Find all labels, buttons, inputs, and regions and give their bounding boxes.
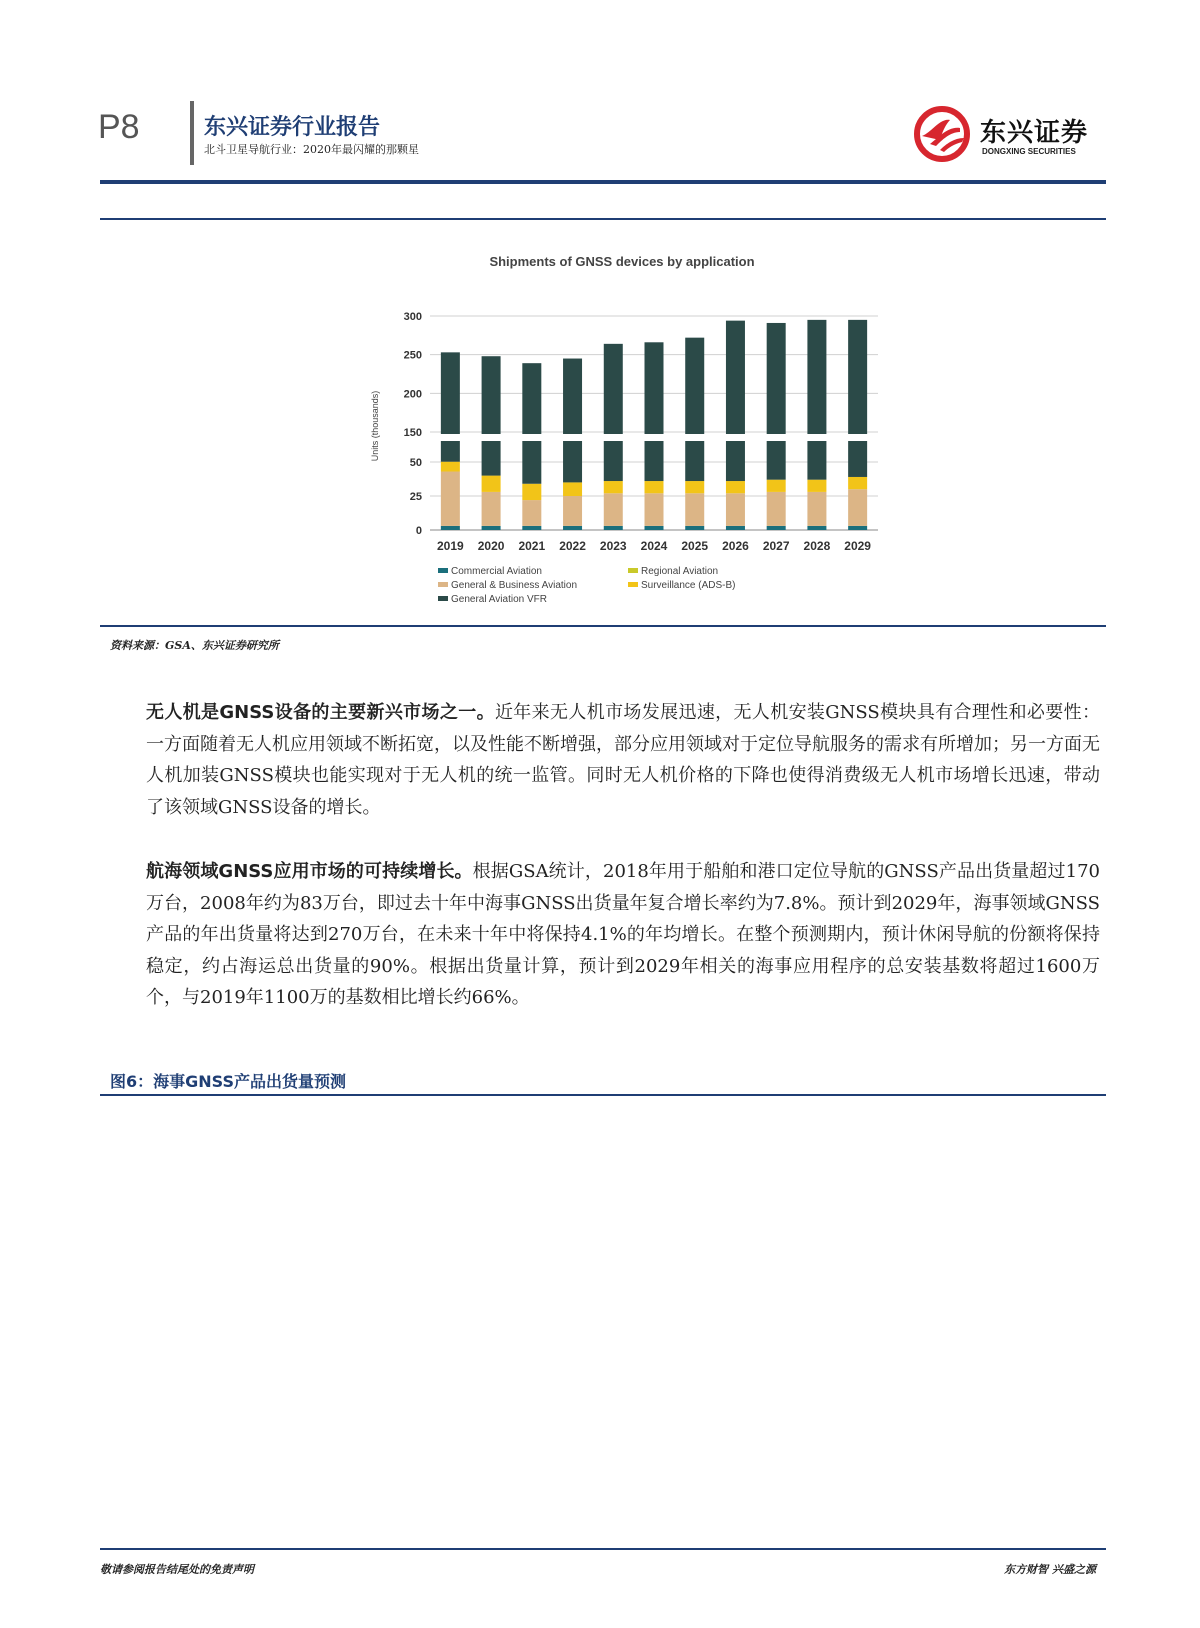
y-tick-label: 50 <box>409 457 422 469</box>
page-number: P8 <box>98 108 140 146</box>
bar-segment <box>685 526 704 530</box>
bar-segment <box>726 321 745 481</box>
bar-segment <box>441 526 460 530</box>
x-tick-label: 2021 <box>518 539 546 553</box>
bar-segment <box>563 526 582 530</box>
bar-segment <box>767 492 786 526</box>
bar-segment <box>767 323 786 480</box>
x-tick-label: 2023 <box>599 539 627 553</box>
source-note: 资料来源：GSA、东兴证券研究所 <box>110 639 279 652</box>
paragraph-maritime <box>146 856 1100 1014</box>
caption-rule <box>100 1094 1106 1096</box>
legend-swatch <box>438 568 448 573</box>
bar-segment <box>604 493 623 526</box>
y-tick-label: 250 <box>403 349 422 362</box>
figure-bottom-rule <box>100 625 1106 627</box>
bar-segment <box>848 320 867 477</box>
y-tick-label: 300 <box>403 311 422 323</box>
bar-segment <box>685 493 704 526</box>
bar-segment <box>604 526 623 530</box>
bar-segment <box>767 480 786 492</box>
legend-label: Regional Aviation <box>641 566 719 577</box>
report-title: 东兴证券行业报告 <box>204 115 381 140</box>
bar-segment <box>563 482 582 496</box>
axis-break <box>428 434 880 441</box>
figure-caption: 图6：海事GNSS产品出货量预测 <box>110 1072 346 1091</box>
x-tick-label: 2020 <box>477 539 505 553</box>
x-tick-label: 2026 <box>722 539 749 553</box>
x-tick-label: 2025 <box>681 539 709 553</box>
bar-segment <box>726 493 745 526</box>
x-tick-label: 2028 <box>803 539 831 553</box>
paragraph-drones-text: 近年来无人机市场发展迅速，无人机安装GNSS模块具有合理性和必要性：一方面随着无人机应用领域不断拓宽，以及性能不断增强，部分应用领域对于定位导航服务的需求有所增加；另一方面无人机加装GNSS模块也能实现对于无人机的统一监管。同时无人机价格的下降也使得消费级无人机市场增长迅速，带动了该领域GNSS设备的增长。 <box>146 702 1100 818</box>
bar-segment <box>522 526 541 530</box>
bar-segment <box>482 476 501 492</box>
x-tick-label: 2029 <box>844 539 871 553</box>
logo-text-cn: 东兴证券 <box>980 118 1089 148</box>
x-tick-label: 2024 <box>640 539 668 553</box>
footer-disclaimer: 敬请参阅报告结尾处的免责声明 <box>100 1563 254 1576</box>
bar-segment <box>522 500 541 526</box>
paragraph-drones-lead: 无人机是GNSS设备的主要新兴市场之一。 <box>146 702 495 723</box>
y-tick-label: 0 <box>415 525 422 537</box>
bar-segment <box>848 489 867 526</box>
y-tick-label: 25 <box>409 491 422 503</box>
bar-segment <box>726 481 745 493</box>
bar-segment <box>645 526 664 530</box>
legend-label: Commercial Aviation <box>451 566 542 577</box>
bar-segment <box>807 526 826 530</box>
bar-segment <box>441 462 460 472</box>
bar-segment <box>726 526 745 530</box>
paragraph-maritime-text: 根据GSA统计，2018年用于船舶和港口定位导航的GNSS产品出货量超过170万台，2008年约为83万台，即过去十年中海事GNSS出货量年复合增长率约为7.8%。预计到2029年，海事领域GNSS产品的年出货量将达到270万台，在未来十年中将保持4.1%的年均增长。在整个预测期内，预计休闲导航的份额将保持稳定，约占海运总出货量的90%。根据出货量计算，预计到2029年相关的海事应用程序的总安装基数将超过1600万个，与2019年1100万的基数相比增长约66%。 <box>146 861 1100 1008</box>
bar-segment <box>807 480 826 492</box>
bar-segment <box>807 320 826 480</box>
legend-label: General & Business Aviation <box>451 580 578 591</box>
x-tick-label: 2022 <box>559 539 586 553</box>
bar-segment <box>685 481 704 493</box>
legend-swatch <box>438 582 448 587</box>
y-tick-label: 200 <box>403 388 422 401</box>
bar-segment <box>767 526 786 530</box>
bar-segment <box>604 481 623 493</box>
bar-segment <box>685 338 704 481</box>
bar-segment <box>563 496 582 526</box>
bar-segment <box>645 493 664 526</box>
bar-segment <box>482 356 501 475</box>
paragraph-maritime-lead: 航海领域GNSS应用市场的可持续增长。 <box>146 861 473 882</box>
bar-segment <box>441 472 460 526</box>
chart-title: Shipments of GNSS devices by application <box>489 254 755 269</box>
report-subtitle: 北斗卫星导航行业：2020年最闪耀的那颗星 <box>204 143 419 156</box>
x-tick-label: 2027 <box>762 539 790 553</box>
legend-swatch <box>438 596 448 601</box>
bar-segment <box>645 342 664 481</box>
bar-segment <box>848 526 867 530</box>
paragraph-drones <box>146 697 1100 823</box>
bar-segment <box>645 481 664 493</box>
bar-segment <box>522 363 541 484</box>
y-tick-label: 150 <box>403 427 422 439</box>
footer-slogan: 东方财智 兴盛之源 <box>1004 1563 1096 1576</box>
y-axis-label: Units (thousands) <box>370 390 380 462</box>
bar-segment <box>848 477 867 489</box>
gnss-shipments-chart <box>0 0 1200 640</box>
legend-swatch <box>628 582 638 587</box>
legend-swatch <box>628 568 638 573</box>
logo-text-en: DONGXING SECURITIES <box>982 147 1076 156</box>
footer-rule <box>100 1548 1106 1550</box>
legend-label: Surveillance (ADS-B) <box>641 580 736 591</box>
x-tick-label: 2019 <box>437 539 464 553</box>
bar-segment <box>563 359 582 483</box>
bar-segment <box>482 492 501 526</box>
bar-segment <box>441 352 460 461</box>
bar-segment <box>482 526 501 530</box>
legend-label: General Aviation VFR <box>451 594 547 605</box>
bar-segment <box>604 344 623 481</box>
bar-segment <box>807 492 826 526</box>
bar-segment <box>522 484 541 500</box>
